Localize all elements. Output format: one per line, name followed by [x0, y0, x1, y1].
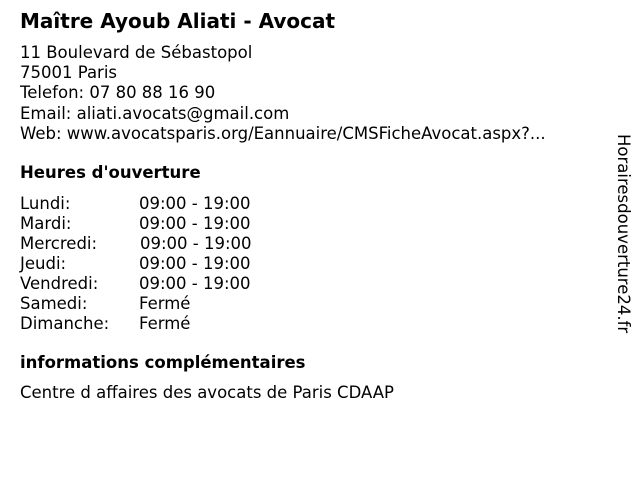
day-hours: 09:00 - 19:00 [139, 214, 251, 233]
day-hours: 09:00 - 19:00 [139, 194, 251, 213]
address-city: 75001 Paris [20, 63, 118, 83]
hours-row-sunday [20, 314, 320, 334]
day-hours: 09:00 - 19:00 [139, 254, 251, 273]
contact-block [20, 43, 546, 144]
additional-info-heading: informations complémentaires [20, 353, 306, 372]
page-title: Maître Ayoub Aliati - Avocat [20, 9, 336, 33]
opening-hours-heading: Heures d'ouverture [20, 163, 201, 182]
email-line: Email: aliati.avocats@gmail.com [20, 103, 290, 123]
opening-hours-table [20, 194, 320, 334]
day-label: Lundi: [20, 194, 71, 213]
web-line: Web: www.avocatsparis.org/Eannuaire/CMSFicheAvocat.aspx?... [20, 123, 546, 143]
address-street: 11 Boulevard de Sébastopol [20, 43, 253, 62]
day-label: Samedi: [20, 294, 88, 313]
hours-row-wednesday [20, 234, 320, 254]
day-label: Mardi: [20, 214, 72, 233]
hours-row-tuesday [20, 214, 320, 234]
day-hours: Fermé [139, 294, 191, 313]
hours-row-friday [20, 274, 320, 294]
phone-line: Telefon: 07 80 88 16 90 [20, 83, 216, 103]
day-label: Vendredi: [20, 274, 99, 293]
day-label: Mercredi: [20, 234, 98, 253]
day-label: Jeudi: [20, 254, 67, 273]
hours-row-monday [20, 194, 320, 214]
day-label: Dimanche: [20, 314, 110, 333]
day-hours: 09:00 - 19:00 [139, 274, 251, 293]
day-hours: Fermé [139, 314, 191, 333]
hours-row-saturday [20, 294, 320, 314]
site-watermark [611, 134, 635, 374]
watermark-text: Horairesdouverture24.fr [614, 134, 633, 334]
hours-row-thursday [20, 254, 320, 274]
additional-info-text: Centre d affaires des avocats de Paris CDAAP [20, 383, 394, 402]
day-hours: 09:00 - 19:00 [140, 234, 252, 253]
